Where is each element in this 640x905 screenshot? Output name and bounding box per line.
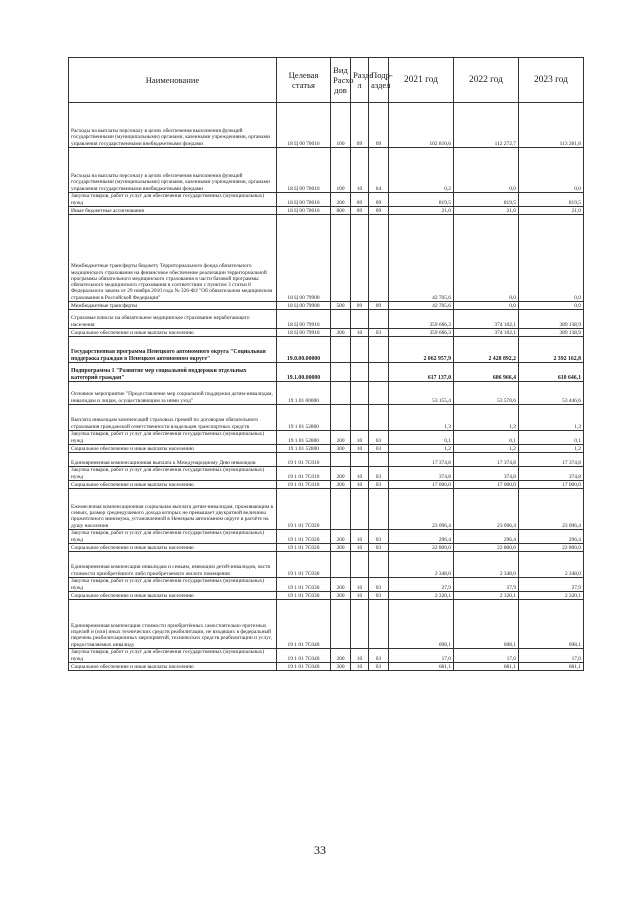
row-value-2021: 27,9 bbox=[389, 578, 454, 592]
row-section bbox=[351, 363, 369, 382]
row-section: 10 bbox=[351, 663, 369, 671]
row-code: 19 1 01 52800 bbox=[277, 445, 331, 453]
row-subsection bbox=[369, 310, 389, 329]
row-exp-type bbox=[331, 337, 351, 363]
row-exp-type bbox=[331, 405, 351, 431]
row-exp-type: 200 bbox=[331, 649, 351, 663]
row-value-2022: 0,0 bbox=[454, 302, 519, 310]
row-value-2022: 0,1 bbox=[454, 431, 519, 445]
row-value-2023: 389 138,9 bbox=[519, 329, 584, 337]
table-row bbox=[69, 481, 584, 489]
row-value-2022: 374 102,1 bbox=[454, 310, 519, 329]
row-value-2023: 23 096,4 bbox=[519, 489, 584, 530]
row-value-2022: 2 428 892,2 bbox=[454, 337, 519, 363]
row-exp-type: 300 bbox=[331, 329, 351, 337]
row-section: 10 bbox=[351, 431, 369, 445]
row-subsection bbox=[369, 363, 389, 382]
row-exp-type: 200 bbox=[331, 193, 351, 207]
row-value-2022: 819,5 bbox=[454, 193, 519, 207]
row-value-2023: 374,8 bbox=[519, 467, 584, 481]
row-name: Социальное обеспечение и иные выплаты населению bbox=[69, 663, 277, 671]
row-name: Расходы на выплаты персоналу в целях обеспечения выполнения функций государственными (муниципальными) органами, казенными учреждениями, органами управления государственными внебюджетными фондами bbox=[69, 148, 277, 193]
row-value-2021: 617 137,0 bbox=[389, 363, 454, 382]
row-section bbox=[351, 337, 369, 363]
row-code: 19 1 01 7С030 bbox=[277, 578, 331, 592]
row-subsection bbox=[369, 337, 389, 363]
row-section: 09 bbox=[351, 193, 369, 207]
row-value-2021: 53 155,4 bbox=[389, 382, 454, 405]
row-name: Межбюджетные трансферты bbox=[69, 302, 277, 310]
row-value-2021: 1,3 bbox=[389, 405, 454, 431]
row-section: 09 bbox=[351, 103, 369, 148]
row-value-2022: 2 320,1 bbox=[454, 592, 519, 600]
row-value-2021: 359 666,3 bbox=[389, 310, 454, 329]
row-exp-type bbox=[331, 453, 351, 467]
table-row bbox=[69, 302, 584, 310]
row-subsection: 09 bbox=[369, 193, 389, 207]
row-subsection bbox=[369, 453, 389, 467]
row-exp-type: 200 bbox=[331, 578, 351, 592]
row-exp-type: 300 bbox=[331, 663, 351, 671]
row-name: Межбюджетные трансферты бюджету Территориального фонда обязательного медицинского страхования на финансовое обеспечение реализации территориальной программы обязательного медицинского страхования в части базовой программы обязательного медицинского страхования в соответствии с пунктом 3 статьи 8 Федерального закона от 29 ноября 2010 года № 326-ФЗ "Об обязательном медицинском страховании в Российской Федерации" bbox=[69, 215, 277, 302]
row-exp-type bbox=[331, 310, 351, 329]
row-value-2022: 698,1 bbox=[454, 600, 519, 649]
row-exp-type: 800 bbox=[331, 207, 351, 215]
row-value-2021: 23 096,4 bbox=[389, 489, 454, 530]
row-value-2023: 27,9 bbox=[519, 578, 584, 592]
row-value-2021: 0,2 bbox=[389, 148, 454, 193]
budget-table bbox=[68, 57, 584, 671]
row-subsection: 03 bbox=[369, 649, 389, 663]
row-section bbox=[351, 489, 369, 530]
row-exp-type bbox=[331, 382, 351, 405]
row-section: 10 bbox=[351, 481, 369, 489]
row-exp-type: 100 bbox=[331, 103, 351, 148]
row-subsection: 03 bbox=[369, 445, 389, 453]
row-exp-type bbox=[331, 600, 351, 649]
row-name: Социальное обеспечение и иные выплаты населению bbox=[69, 592, 277, 600]
table-row bbox=[69, 405, 584, 431]
row-name: Государственная программа Ненецкого автономного округа "Социальная поддержка граждан в Ненецком автономном округе" bbox=[69, 337, 277, 363]
row-name: Закупка товаров, работ и услуг для обеспечения государственных (муниципальных) нужд bbox=[69, 431, 277, 445]
row-subsection: 03 bbox=[369, 530, 389, 544]
row-subsection: 03 bbox=[369, 592, 389, 600]
table-row bbox=[69, 337, 584, 363]
row-section: 09 bbox=[351, 302, 369, 310]
header-target-article: Целевая статья bbox=[277, 58, 331, 103]
row-value-2023: 610 646,1 bbox=[519, 363, 584, 382]
row-name: Ежемесячная компенсационная социальная выплата детям-инвалидам, проживающим в семьях, размер среднедушевого дохода которых не превышает двукратной величины прожиточного минимума, установленной в Ненецком автономном округе в расчёте на душу населения bbox=[69, 489, 277, 530]
row-value-2022: 1,2 bbox=[454, 445, 519, 453]
row-name: Основное мероприятие "Предоставление мер социальной поддержки детям-инвалидам, инвалидам и лицам, осуществляющим за ними уход" bbox=[69, 382, 277, 405]
row-value-2023: 1,3 bbox=[519, 405, 584, 431]
row-value-2021: 0,1 bbox=[389, 431, 454, 445]
row-value-2021: 17 374,8 bbox=[389, 453, 454, 467]
table-row bbox=[69, 431, 584, 445]
header-expense-type: Вид Расхо дов bbox=[331, 58, 351, 103]
table-row bbox=[69, 578, 584, 592]
page-number: 33 bbox=[314, 843, 326, 857]
row-subsection bbox=[369, 600, 389, 649]
row-value-2021: 2 320,1 bbox=[389, 592, 454, 600]
row-subsection: 04 bbox=[369, 148, 389, 193]
row-value-2022: 53 570,6 bbox=[454, 382, 519, 405]
row-code: 18 Ц 00 79910 bbox=[277, 310, 331, 329]
row-section bbox=[351, 310, 369, 329]
row-value-2023: 296,4 bbox=[519, 530, 584, 544]
row-name: Закупка товаров, работ и услуг для обеспечения государственных (муниципальных) нужд bbox=[69, 530, 277, 544]
row-value-2021: 296,4 bbox=[389, 530, 454, 544]
table-row bbox=[69, 329, 584, 337]
row-code: 19 1 01 00000 bbox=[277, 382, 331, 405]
row-name: Страховые взносы на обязательное медицинское страхование неработающего населения bbox=[69, 310, 277, 329]
row-subsection: 03 bbox=[369, 329, 389, 337]
row-value-2022: 296,4 bbox=[454, 530, 519, 544]
row-subsection: 03 bbox=[369, 578, 389, 592]
row-subsection: 09 bbox=[369, 103, 389, 148]
row-section bbox=[351, 552, 369, 578]
row-exp-type: 200 bbox=[331, 467, 351, 481]
row-subsection: 03 bbox=[369, 544, 389, 552]
row-value-2023: 0,0 bbox=[519, 215, 584, 302]
row-subsection bbox=[369, 405, 389, 431]
row-value-2023: 389 138,9 bbox=[519, 310, 584, 329]
row-value-2022: 17 000,0 bbox=[454, 481, 519, 489]
row-value-2023: 0,0 bbox=[519, 148, 584, 193]
table-row bbox=[69, 530, 584, 544]
budget-sheet bbox=[68, 57, 583, 671]
header-subsection: Подр-аздел bbox=[369, 58, 389, 103]
row-code: 18 Ц 00 70010 bbox=[277, 103, 331, 148]
row-code: 18 Ц 00 79900 bbox=[277, 215, 331, 302]
row-exp-type: 300 bbox=[331, 445, 351, 453]
row-value-2021: 42 705,6 bbox=[389, 302, 454, 310]
row-code: 18 Ц 00 79900 bbox=[277, 302, 331, 310]
row-value-2021: 21,0 bbox=[389, 207, 454, 215]
header-section: Разде л bbox=[351, 58, 369, 103]
row-subsection: 03 bbox=[369, 467, 389, 481]
table-row bbox=[69, 193, 584, 207]
header-year-2022: 2022 год bbox=[454, 58, 519, 103]
row-exp-type bbox=[331, 363, 351, 382]
row-section: 09 bbox=[351, 207, 369, 215]
row-value-2021: 681,1 bbox=[389, 663, 454, 671]
row-value-2021: 102 810,6 bbox=[389, 103, 454, 148]
row-value-2022: 17 374,8 bbox=[454, 453, 519, 467]
row-code: 19 1 01 7С040 bbox=[277, 663, 331, 671]
row-code: 19 1 01 7С040 bbox=[277, 600, 331, 649]
row-code: 19 1 01 7С020 bbox=[277, 544, 331, 552]
row-code: 18 Ц 00 70010 bbox=[277, 148, 331, 193]
row-exp-type: 200 bbox=[331, 431, 351, 445]
row-name: Выплата инвалидам компенсаций страховых премий по договорам обязательного страхования гражданской ответственности владельцев транспортных средств bbox=[69, 405, 277, 431]
table-row bbox=[69, 363, 584, 382]
row-value-2021: 2 062 957,9 bbox=[389, 337, 454, 363]
row-code: 19.0.00.00000 bbox=[277, 337, 331, 363]
table-row bbox=[69, 489, 584, 530]
row-value-2023: 2 392 162,8 bbox=[519, 337, 584, 363]
row-value-2023: 2 320,1 bbox=[519, 592, 584, 600]
table-row bbox=[69, 663, 584, 671]
table-row bbox=[69, 207, 584, 215]
row-section bbox=[351, 382, 369, 405]
row-section: 10 bbox=[351, 445, 369, 453]
row-value-2023: 0,0 bbox=[519, 302, 584, 310]
row-value-2022: 22 800,0 bbox=[454, 544, 519, 552]
row-value-2022: 27,9 bbox=[454, 578, 519, 592]
row-value-2021: 17 000,0 bbox=[389, 481, 454, 489]
row-section: 10 bbox=[351, 578, 369, 592]
row-value-2021: 359 666,3 bbox=[389, 329, 454, 337]
row-subsection: 03 bbox=[369, 431, 389, 445]
row-value-2022: 0,0 bbox=[454, 215, 519, 302]
table-row bbox=[69, 382, 584, 405]
row-value-2023: 698,1 bbox=[519, 600, 584, 649]
row-value-2021: 1,2 bbox=[389, 445, 454, 453]
header-name: Наименование bbox=[69, 58, 277, 103]
row-section: 10 bbox=[351, 148, 369, 193]
row-exp-type: 300 bbox=[331, 544, 351, 552]
row-value-2023: 113 281,8 bbox=[519, 103, 584, 148]
row-value-2023: 21,0 bbox=[519, 207, 584, 215]
row-value-2023: 0,1 bbox=[519, 431, 584, 445]
row-name: Подпрограмма 1 "Развитие мер социальной поддержки отдельных категорий граждан" bbox=[69, 363, 277, 382]
row-value-2022: 606 966,4 bbox=[454, 363, 519, 382]
row-section bbox=[351, 600, 369, 649]
row-code: 18 Ц 00 79910 bbox=[277, 329, 331, 337]
row-exp-type: 300 bbox=[331, 481, 351, 489]
row-name: Закупка товаров, работ и услуг для обеспечения государственных (муниципальных) нужд bbox=[69, 467, 277, 481]
table-row bbox=[69, 103, 584, 148]
row-value-2023: 681,1 bbox=[519, 663, 584, 671]
table-row bbox=[69, 649, 584, 663]
row-value-2021: 42 705,6 bbox=[389, 215, 454, 302]
row-value-2023: 17 374,8 bbox=[519, 453, 584, 467]
table-row bbox=[69, 453, 584, 467]
row-value-2022: 374 102,1 bbox=[454, 329, 519, 337]
row-value-2023: 17,0 bbox=[519, 649, 584, 663]
row-value-2022: 1,3 bbox=[454, 405, 519, 431]
row-name: Расходы на выплаты персоналу в целях обеспечения выполнения функций государственными (муниципальными) органами, казенными учреждениями, органами управления государственными внебюджетными фондами bbox=[69, 103, 277, 148]
row-value-2021: 22 800,0 bbox=[389, 544, 454, 552]
row-value-2022: 17,0 bbox=[454, 649, 519, 663]
row-code: 19 1 01 7С030 bbox=[277, 592, 331, 600]
row-value-2021: 2 348,0 bbox=[389, 552, 454, 578]
row-value-2021: 17,0 bbox=[389, 649, 454, 663]
table-row bbox=[69, 148, 584, 193]
row-section: 10 bbox=[351, 592, 369, 600]
table-row bbox=[69, 552, 584, 578]
row-section: 10 bbox=[351, 649, 369, 663]
row-exp-type: 100 bbox=[331, 148, 351, 193]
row-exp-type: 500 bbox=[331, 302, 351, 310]
row-value-2022: 681,1 bbox=[454, 663, 519, 671]
row-exp-type: 200 bbox=[331, 530, 351, 544]
row-name: Единовременная компенсационная выплата к Международному Дню инвалидов bbox=[69, 453, 277, 467]
row-code: 19 1 01 7С020 bbox=[277, 530, 331, 544]
table-row bbox=[69, 445, 584, 453]
row-subsection bbox=[369, 215, 389, 302]
row-code: 19 1 01 52800 bbox=[277, 405, 331, 431]
row-code: 19 1 01 7С010 bbox=[277, 453, 331, 467]
row-exp-type: 300 bbox=[331, 592, 351, 600]
row-exp-type bbox=[331, 215, 351, 302]
header-year-2021: 2021 год bbox=[389, 58, 454, 103]
row-exp-type bbox=[331, 552, 351, 578]
row-section: 10 bbox=[351, 544, 369, 552]
row-value-2022: 21,0 bbox=[454, 207, 519, 215]
table-header-row bbox=[69, 58, 584, 103]
row-section: 10 bbox=[351, 329, 369, 337]
row-value-2022: 374,8 bbox=[454, 467, 519, 481]
row-value-2021: 819,5 bbox=[389, 193, 454, 207]
row-name: Единовременная компенсация инвалидам и семьям, имеющим детей-инвалидов, части стоимости приобретённого либо приобретаемого жилого помещения bbox=[69, 552, 277, 578]
row-value-2023: 819,5 bbox=[519, 193, 584, 207]
row-name: Закупка товаров, работ и услуг для обеспечения государственных (муниципальных) нужд bbox=[69, 193, 277, 207]
row-code: 19 1 01 7С010 bbox=[277, 481, 331, 489]
table-row bbox=[69, 592, 584, 600]
row-subsection bbox=[369, 382, 389, 405]
row-value-2023: 53 446,6 bbox=[519, 382, 584, 405]
row-code: 19 1 01 7С010 bbox=[277, 467, 331, 481]
row-code: 19 1 01 7С040 bbox=[277, 649, 331, 663]
row-name: Социальное обеспечение и иные выплаты населению bbox=[69, 329, 277, 337]
table-row bbox=[69, 215, 584, 302]
row-subsection: 09 bbox=[369, 207, 389, 215]
table-row bbox=[69, 600, 584, 649]
row-value-2023: 1,2 bbox=[519, 445, 584, 453]
row-subsection: 03 bbox=[369, 663, 389, 671]
row-section: 10 bbox=[351, 467, 369, 481]
row-value-2022: 23 096,4 bbox=[454, 489, 519, 530]
row-value-2023: 2 348,0 bbox=[519, 552, 584, 578]
row-name: Социальное обеспечение и иные выплаты населению bbox=[69, 544, 277, 552]
row-code: 19 1 01 52800 bbox=[277, 431, 331, 445]
row-section bbox=[351, 453, 369, 467]
row-exp-type bbox=[331, 489, 351, 530]
row-value-2022: 2 348,0 bbox=[454, 552, 519, 578]
table-row bbox=[69, 544, 584, 552]
row-name: Закупка товаров, работ и услуг для обеспечения государственных (муниципальных) нужд bbox=[69, 578, 277, 592]
table-row bbox=[69, 310, 584, 329]
row-name: Иные бюджетные ассигнования bbox=[69, 207, 277, 215]
row-code: 18 Ц 00 70010 bbox=[277, 207, 331, 215]
row-name: Единовременная компенсация стоимости приобретённых самостоятельно протезных изделий и (или) иных технических средств реабилитации, не входящих в федеральный перечень реабилитационных мероприятий, технических средств реабилитации и услуг, предоставляемых инвалиду bbox=[69, 600, 277, 649]
row-value-2023: 22 800,0 bbox=[519, 544, 584, 552]
row-section bbox=[351, 405, 369, 431]
row-subsection bbox=[369, 552, 389, 578]
row-name: Закупка товаров, работ и услуг для обеспечения государственных (муниципальных) нужд bbox=[69, 649, 277, 663]
row-code: 18 Ц 00 70010 bbox=[277, 193, 331, 207]
row-subsection: 09 bbox=[369, 302, 389, 310]
header-year-2023: 2023 год bbox=[519, 58, 584, 103]
row-section bbox=[351, 215, 369, 302]
row-subsection bbox=[369, 489, 389, 530]
row-section: 10 bbox=[351, 530, 369, 544]
table-row bbox=[69, 467, 584, 481]
row-name: Социальное обеспечение и иные выплаты населению bbox=[69, 445, 277, 453]
row-value-2021: 374,8 bbox=[389, 467, 454, 481]
row-code: 19 1 01 7С030 bbox=[277, 552, 331, 578]
row-value-2021: 698,1 bbox=[389, 600, 454, 649]
row-code: 19 1 01 7С020 bbox=[277, 489, 331, 530]
row-subsection: 03 bbox=[369, 481, 389, 489]
row-value-2022: 0,0 bbox=[454, 148, 519, 193]
row-name: Социальное обеспечение и иные выплаты населению bbox=[69, 481, 277, 489]
row-value-2023: 17 000,0 bbox=[519, 481, 584, 489]
row-code: 19.1.00.00000 bbox=[277, 363, 331, 382]
row-value-2022: 112 272,7 bbox=[454, 103, 519, 148]
